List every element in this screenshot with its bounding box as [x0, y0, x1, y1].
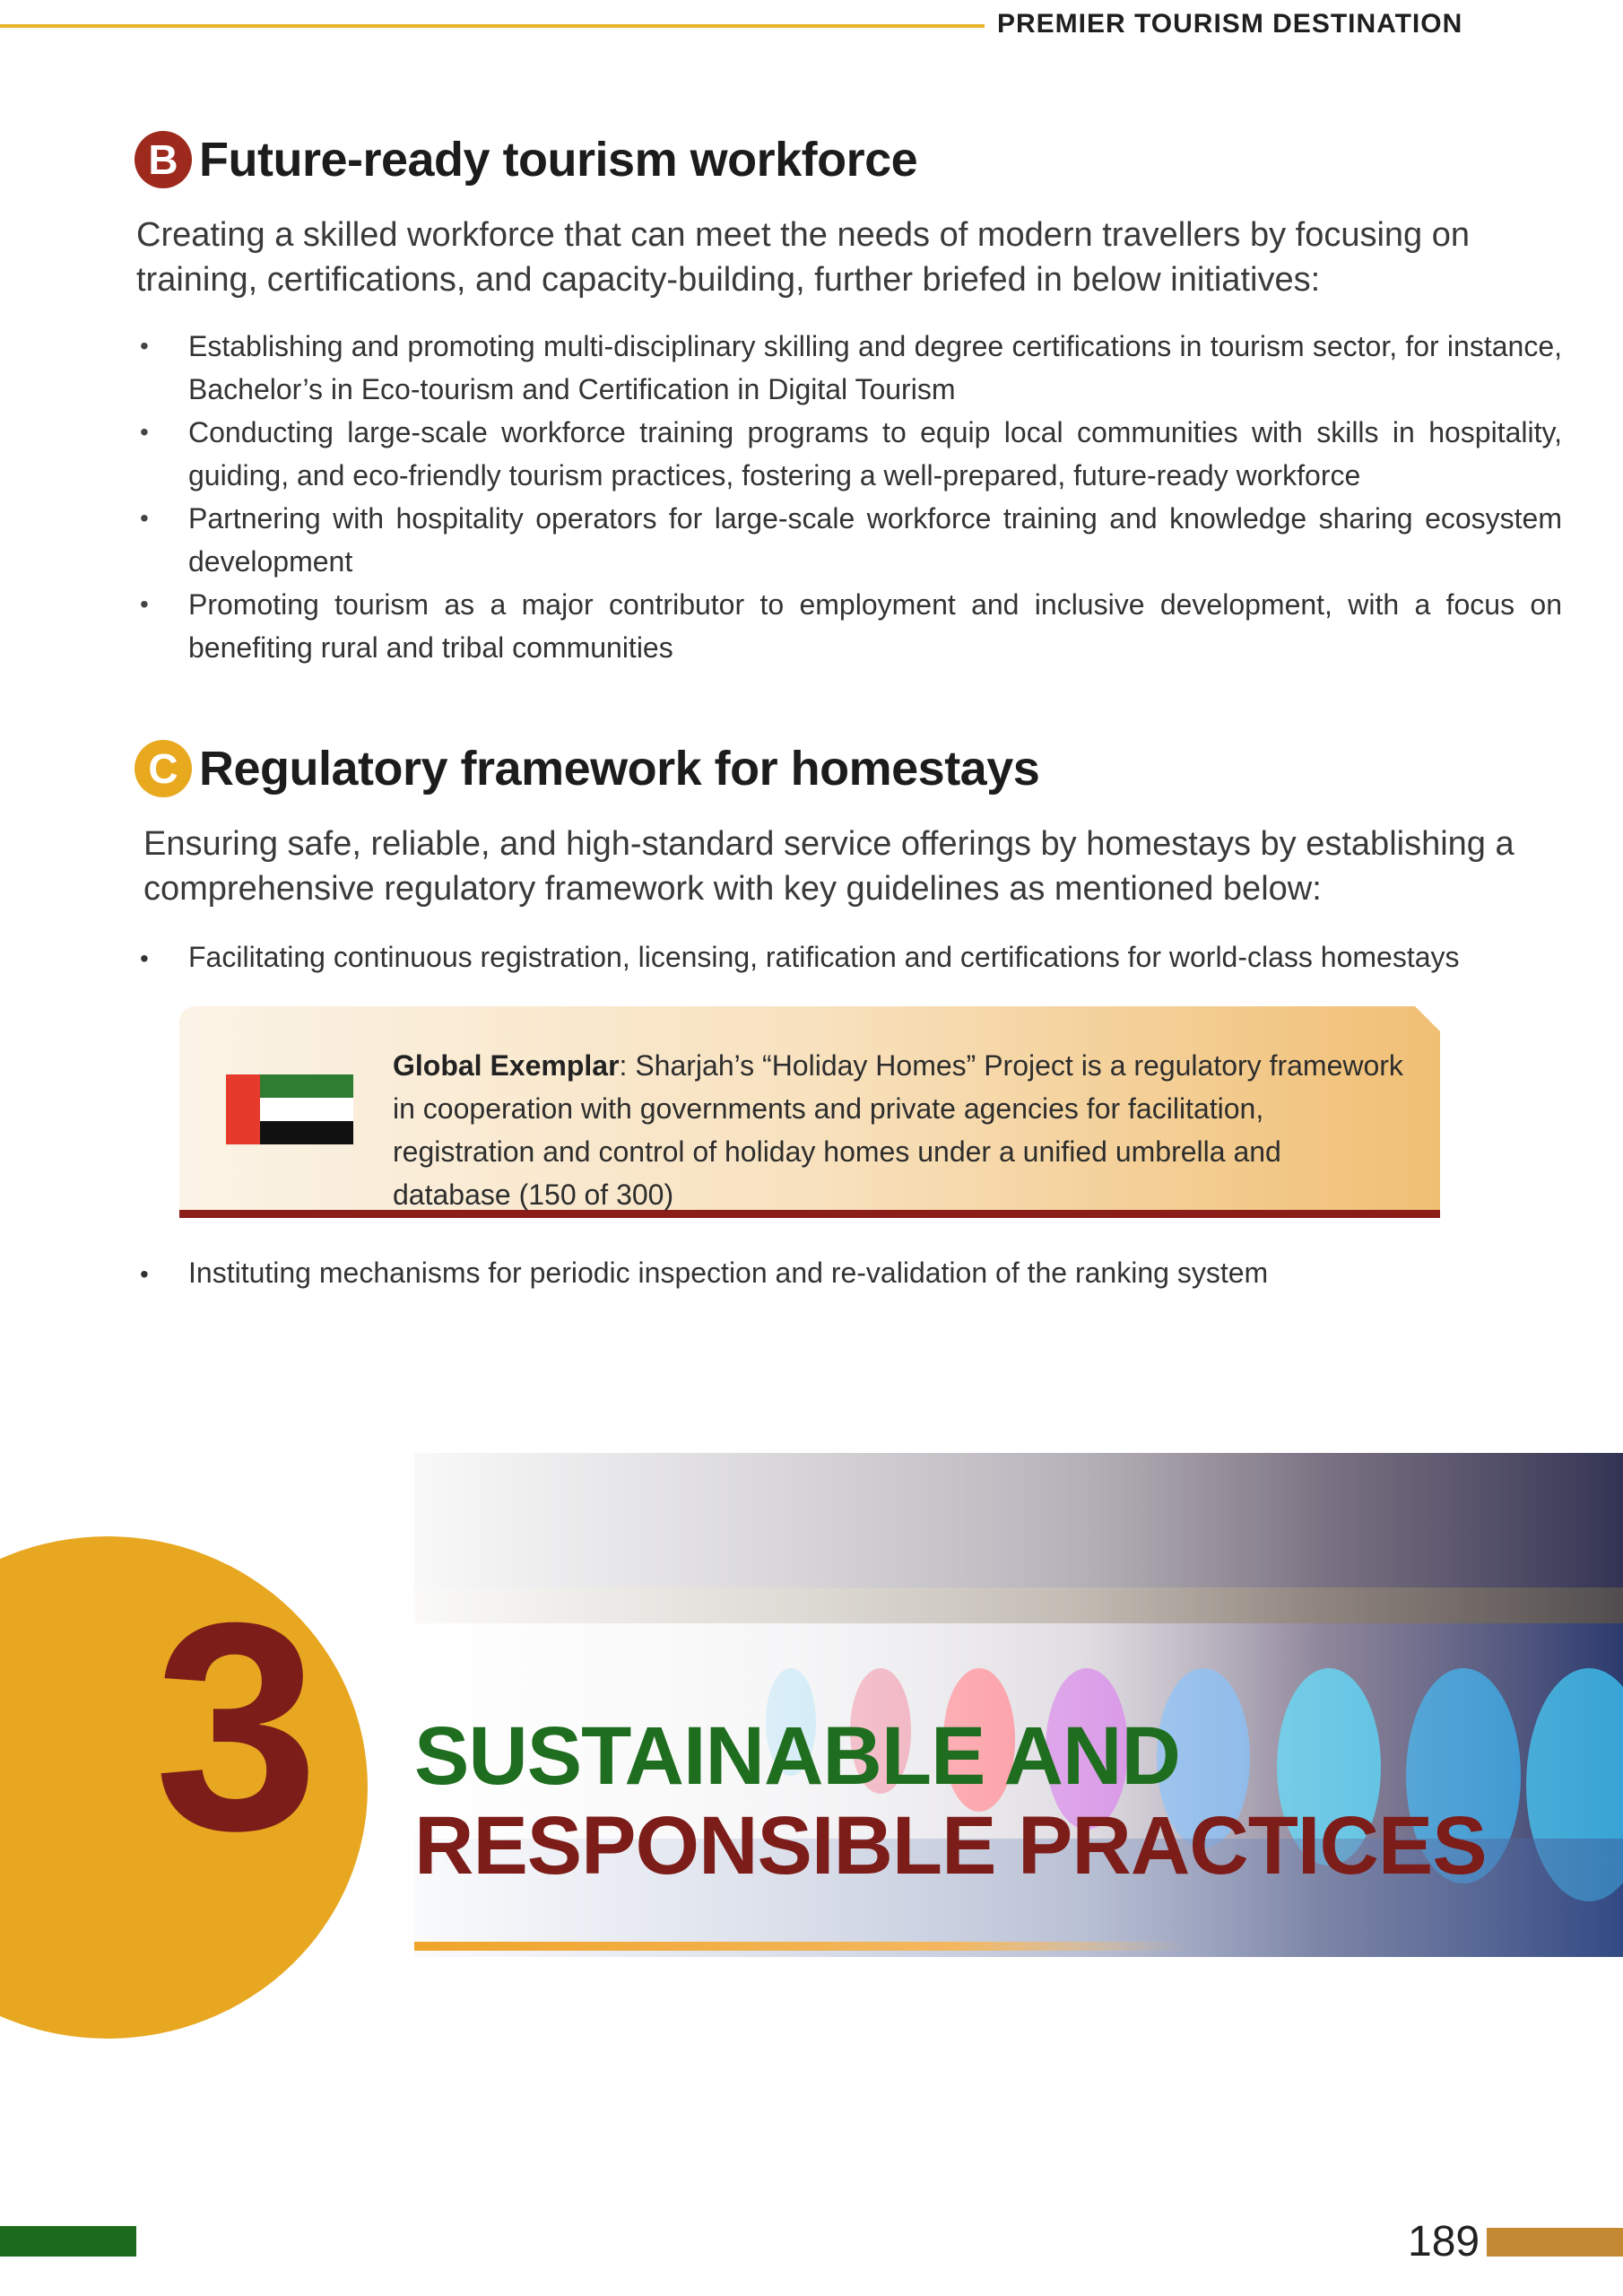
footer-gold-bar	[1487, 2228, 1623, 2257]
chapter-number: 3	[154, 1561, 319, 1892]
bullet-dot: •	[140, 1260, 149, 1288]
section-c-badge: C	[135, 740, 192, 797]
section-b-badge: B	[135, 131, 192, 188]
list-item: • Promoting tourism as a major contributor to employment and inclusive development, with a focus on benefiting rural and tribal communities	[136, 583, 1562, 669]
exemplar-label: Global Exemplar	[393, 1049, 620, 1082]
footer-green-bar	[0, 2226, 136, 2257]
list-item: • Establishing and promoting multi-disciplinary skilling and degree certifications in tourism sector, for instance, Bachelor’s in Eco-tourism and Certification in Digital Tourism	[136, 325, 1562, 411]
section-c-title: Regulatory framework for homestays	[199, 742, 1040, 796]
section-c-bullet-1	[136, 935, 1460, 980]
list-item: • Partnering with hospitality operators for large-scale workforce training and knowledge sharing ecosystem development	[136, 497, 1562, 583]
bullet-text: Instituting mechanisms for periodic inspection and re-validation of the ranking system	[188, 1257, 1269, 1289]
section-b-heading	[135, 131, 917, 188]
section-c-lead: Ensuring safe, reliable, and high-standard service offerings by homestays by establishing a comprehensive regulatory framework with key guidelines as mentioned below:	[143, 825, 1515, 908]
bullet-dot: •	[140, 944, 149, 972]
section-b-bullets	[136, 325, 1562, 669]
exemplar-text	[393, 1044, 1406, 1216]
chapter-title-underline	[414, 1942, 1185, 1951]
section-c-heading	[135, 740, 1039, 797]
header-rule	[0, 24, 985, 28]
uae-flag-icon	[226, 1074, 353, 1144]
bullet-text: Facilitating continuous registration, licensing, ratification and certifications for world-class homestays	[188, 941, 1460, 973]
list-item: • Conducting large-scale workforce training programs to equip local communities with skills in hospitality, guiding, and eco-friendly tourism practices, fostering a well-prepared, future-ready workforce	[136, 411, 1562, 497]
header-title: PREMIER TOURISM DESTINATION	[997, 9, 1463, 39]
chapter-title-line-1: SUSTAINABLE AND	[414, 1710, 1180, 1802]
section-c-bullet-2	[136, 1251, 1268, 1296]
section-b-title: Future-ready tourism workforce	[199, 133, 918, 187]
chapter-title-line-2: RESPONSIBLE PRACTICES	[414, 1800, 1487, 1892]
exemplar-body: : Sharjah’s “Holiday Homes” Project is a regulatory framework in cooperation with governments and private agencies for facilitation, registration and control of holiday homes under a unified umbrella and database (150 of 300)	[393, 1049, 1403, 1211]
section-b-lead: Creating a skilled workforce that can meet the needs of modern travellers by focusing on training, certifications, and capacity-building, further briefed in below initiatives:	[136, 216, 1470, 299]
page-number: 189	[1408, 2218, 1480, 2266]
